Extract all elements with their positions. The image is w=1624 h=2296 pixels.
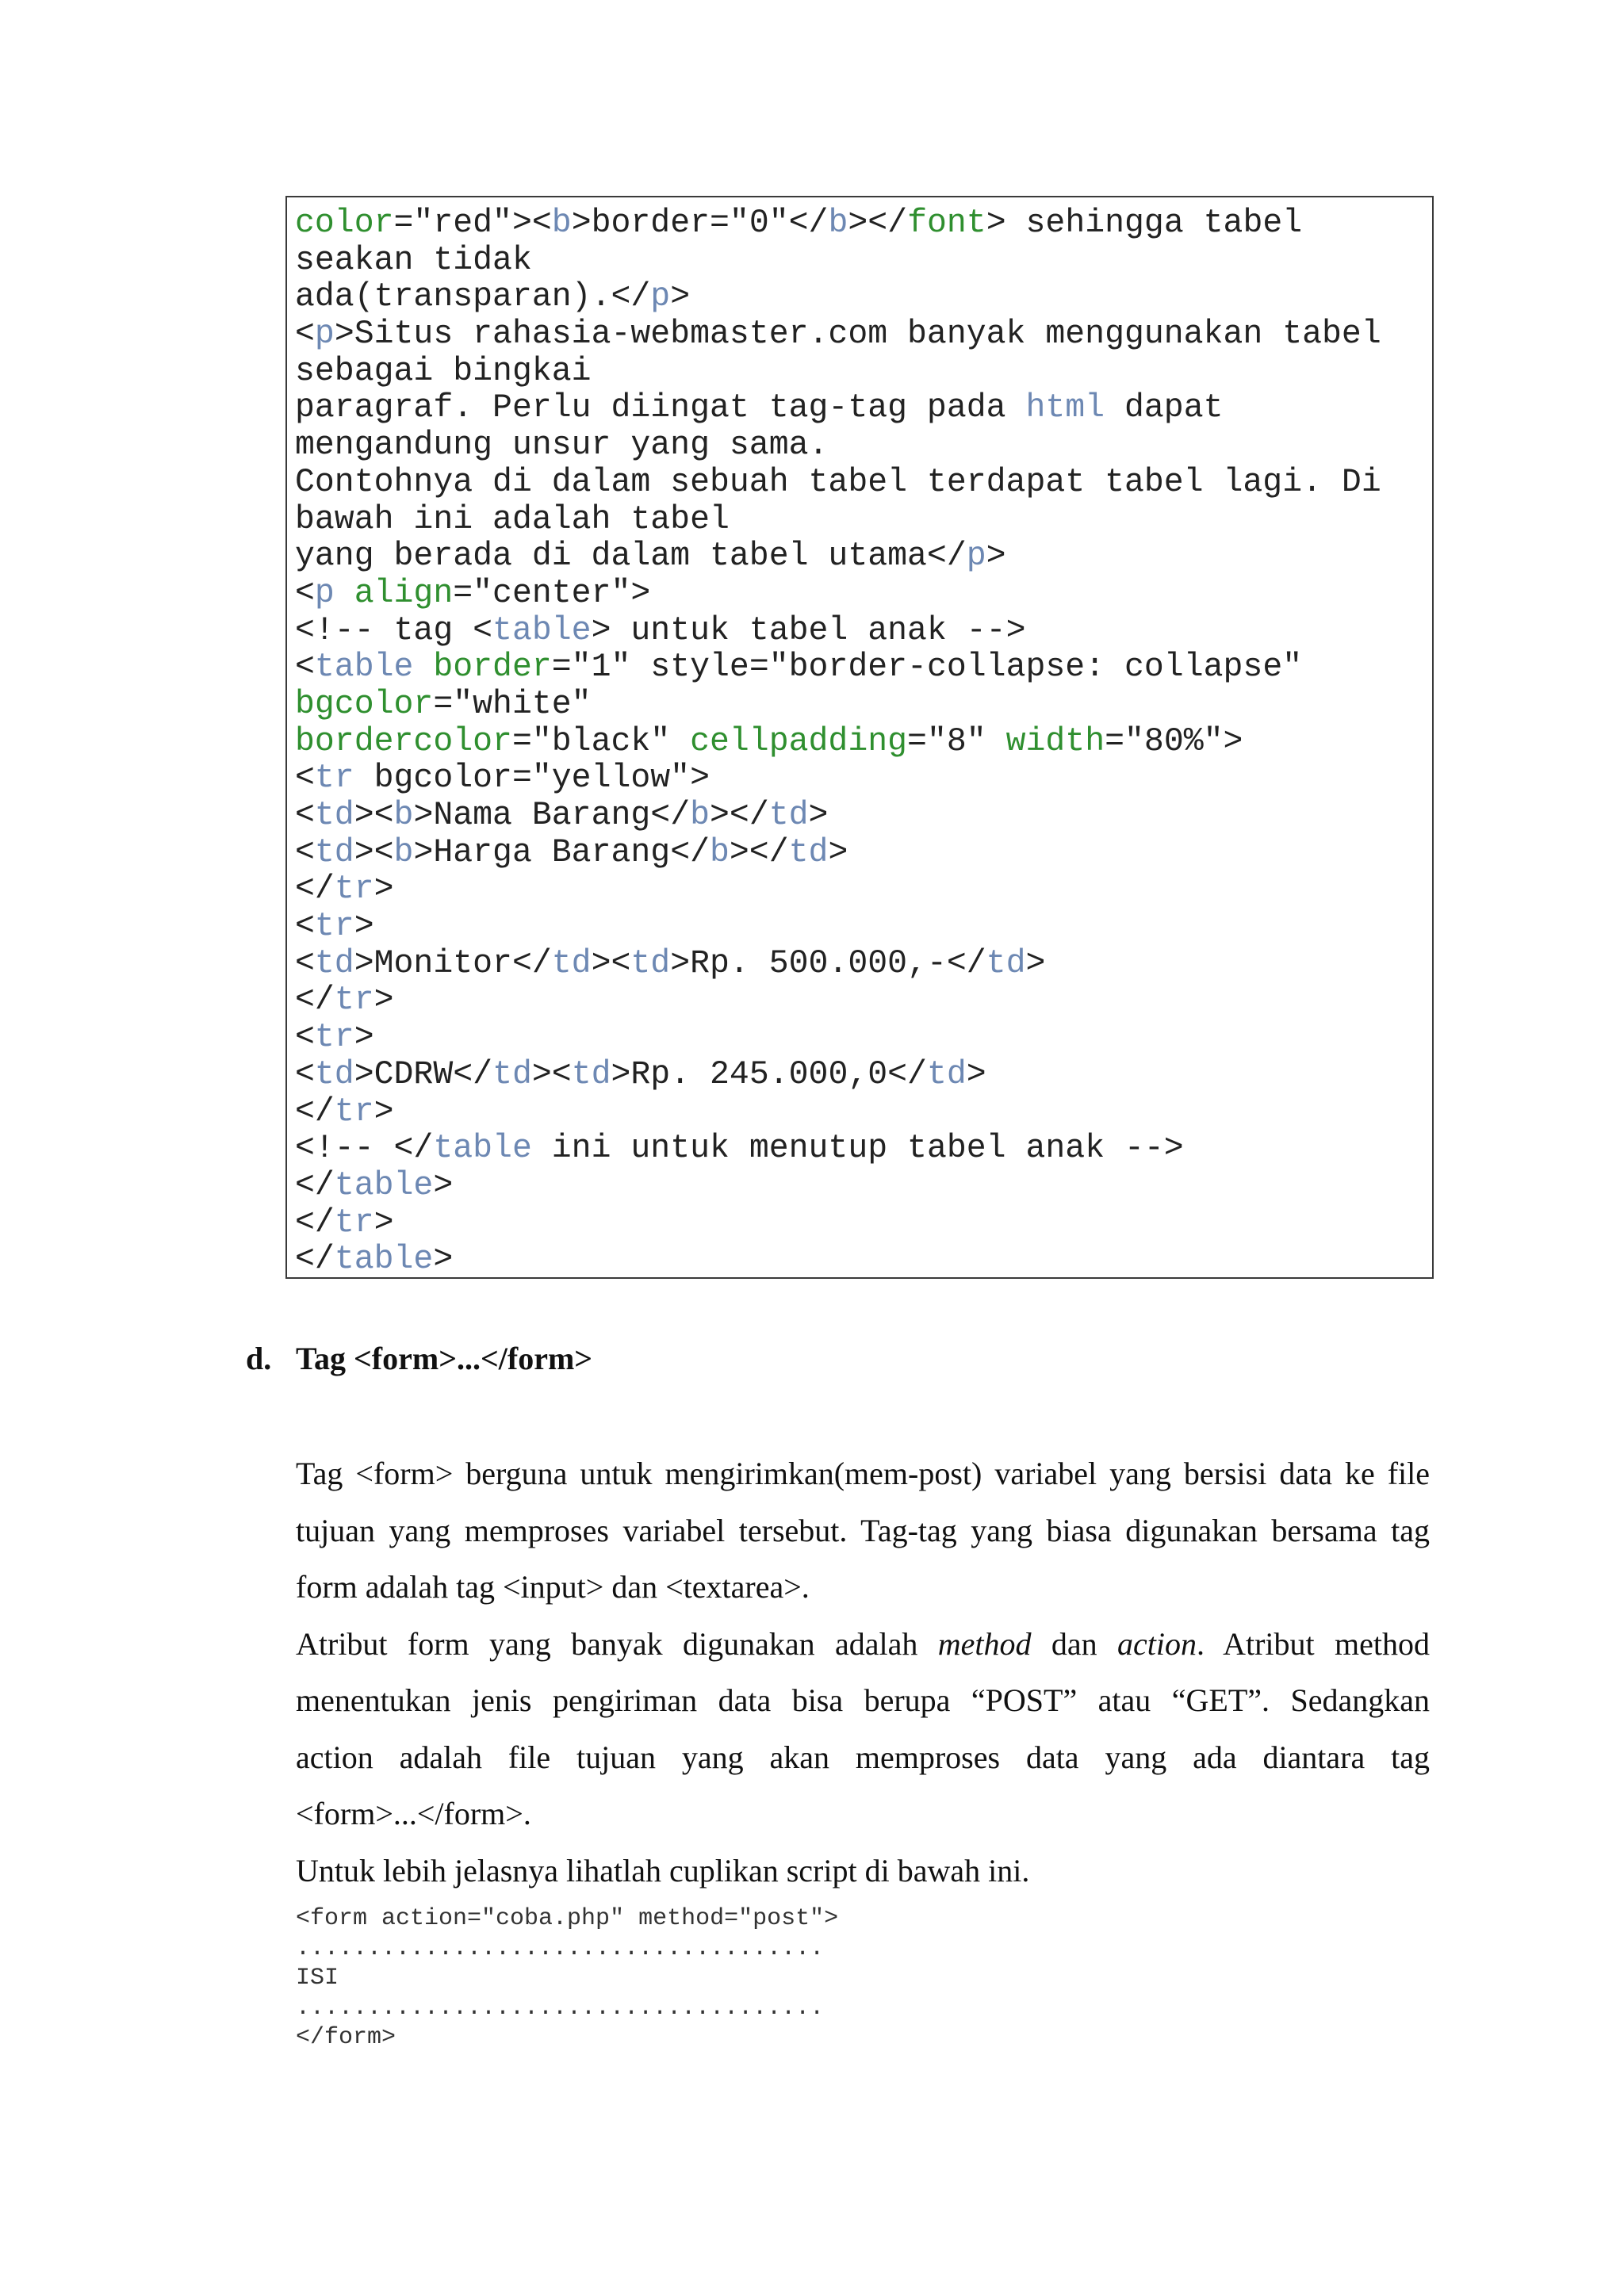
- code-text-token: > untuk tabel anak -->: [591, 611, 1026, 649]
- body-line: [296, 1729, 1430, 1786]
- code-line: [295, 982, 1432, 1020]
- code-text-token: >: [373, 1093, 394, 1131]
- code-tag-token: td: [571, 1055, 611, 1093]
- code-tag-token: td: [551, 944, 592, 982]
- code-line: [295, 1057, 1432, 1094]
- body-text-run: tujuan yang memproses variabel tersebut. Tag-tag yang biasa digunakan bersama tag: [296, 1512, 1430, 1548]
- code-text-token: </: [295, 1166, 335, 1204]
- code-line: [295, 649, 1432, 687]
- body-line: [296, 1672, 1430, 1729]
- code-text-token: sebagai bingkai: [295, 352, 592, 390]
- code-text-token: [335, 575, 354, 612]
- code-tag-token: table: [334, 1241, 434, 1279]
- code-line: [295, 538, 1432, 576]
- code-line: [295, 1168, 1432, 1205]
- code-text-token: >: [373, 982, 394, 1020]
- body-line: [296, 1785, 1430, 1843]
- code-line: [295, 835, 1432, 872]
- section-marker: d.: [246, 1341, 272, 1376]
- code-text-token: >Rp. 500.000,-</: [670, 944, 986, 982]
- code-text-token: ="center">: [453, 574, 651, 612]
- code-line: [295, 1131, 1432, 1168]
- code-text-token: </: [295, 1093, 335, 1131]
- code-tag-token: td: [986, 944, 1026, 982]
- body-text-run: form adalah tag <input> dan <textarea>.: [296, 1569, 810, 1605]
- code-attr-token: align: [354, 574, 454, 612]
- body-line: [296, 1559, 1430, 1616]
- code-line: [295, 390, 1432, 427]
- code-text-token: <: [295, 908, 315, 946]
- code-text-token: ="red">: [393, 205, 532, 242]
- code-text-token: > sehingga tabel: [986, 205, 1303, 242]
- code-text-token: <: [295, 574, 315, 612]
- code-attr-token: cellpadding: [690, 722, 908, 760]
- code-text-token: <: [295, 833, 315, 871]
- code-text-token: >: [373, 871, 394, 909]
- body-text-run: <form>...</form>.: [296, 1796, 531, 1831]
- code-tag-token: tr: [334, 1203, 374, 1242]
- code-line: [295, 687, 1432, 724]
- code-text-token: <: [531, 205, 552, 242]
- code-tag-token: td: [314, 944, 354, 982]
- code-line: [295, 909, 1432, 946]
- code-attr-token: width: [1005, 722, 1105, 760]
- code-text-token: >: [808, 797, 829, 834]
- code-tag-token: b: [690, 797, 710, 834]
- body-text-run: Untuk lebih jelasnya lihatlah cuplikan script di bawah ini.: [296, 1852, 1030, 1888]
- code-tag-token: td: [768, 797, 809, 834]
- code-text-token: ><: [354, 833, 394, 871]
- code-text-token: ><: [354, 797, 394, 834]
- code-tag-token: tr: [314, 908, 354, 946]
- code-text-token: ="black": [511, 722, 691, 760]
- code-line: [295, 724, 1432, 761]
- code-text-token: <: [295, 797, 315, 834]
- code-line: [295, 613, 1432, 650]
- snippet-line: ISI: [296, 1965, 339, 1992]
- snippet-line: <form action="coba.php" method="post">: [296, 1905, 839, 1932]
- code-text-token: >Monitor</: [354, 944, 552, 982]
- body-text-run: action adalah file tujuan yang akan memproses data yang ada diantara tag: [296, 1739, 1430, 1775]
- body-line: [296, 1502, 1430, 1559]
- code-text-token: <: [295, 316, 315, 354]
- code-text-token: </: [295, 982, 335, 1020]
- code-text-token: >: [986, 538, 1006, 576]
- italic-term: method: [937, 1625, 1032, 1662]
- code-text-token: <: [295, 649, 315, 687]
- body-line: [296, 1445, 1430, 1502]
- code-text-token: <: [295, 1055, 315, 1093]
- code-text-token: [413, 649, 433, 686]
- code-text-token: ="white": [433, 685, 592, 723]
- code-text-token: bawah ini adalah tabel: [295, 500, 730, 538]
- code-text-token: >: [433, 1241, 454, 1279]
- code-tag-token: b: [551, 205, 572, 242]
- code-text-token: <: [295, 1019, 315, 1057]
- code-text-token: </: [295, 871, 335, 909]
- body-text-run: menentukan jenis pengiriman data bisa berupa “POST” atau “GET”. Sedangkan: [296, 1682, 1430, 1718]
- code-line: [295, 465, 1432, 502]
- code-tag-token: p: [314, 574, 335, 612]
- code-tag-token: tr: [334, 871, 374, 909]
- code-text-token: yang berada di dalam tabel utama</: [295, 538, 967, 576]
- code-line: [295, 871, 1432, 909]
- code-attr-token: bgcolor: [295, 685, 434, 723]
- code-text-token: dapat: [1105, 389, 1224, 427]
- code-text-token: </: [295, 1203, 335, 1242]
- code-tag-token: tr: [314, 760, 354, 798]
- body-text-run: . Atribut method: [1196, 1625, 1430, 1662]
- code-tag-token: b: [393, 797, 414, 834]
- code-text-token: ></: [729, 833, 789, 871]
- code-tag-token: td: [788, 833, 829, 871]
- code-tag-token: td: [630, 944, 671, 982]
- code-text-token: ini untuk menutup tabel anak -->: [531, 1130, 1184, 1168]
- code-line: [295, 1242, 1432, 1279]
- body-text-run: Tag <form> berguna untuk mengirimkan(mem-post) variabel yang bersisi data ke file: [296, 1456, 1430, 1491]
- code-tag-token: tr: [314, 1019, 354, 1057]
- code-line: [295, 279, 1432, 316]
- code-line: [295, 946, 1432, 983]
- code-attr-token: color: [295, 205, 394, 242]
- code-line: [295, 316, 1432, 354]
- code-tag-token: b: [393, 833, 414, 871]
- code-text-token: >: [433, 1166, 454, 1204]
- italic-term: action: [1116, 1625, 1197, 1662]
- code-text-token: bgcolor="yellow">: [354, 760, 710, 798]
- code-text-token: >: [1025, 944, 1046, 982]
- code-tag-token: td: [314, 1055, 354, 1093]
- code-text-token: paragraf. Perlu diingat tag-tag pada: [295, 389, 1026, 427]
- snippet-line: </form>: [296, 2024, 396, 2051]
- code-line: [295, 502, 1432, 539]
- code-text-token: >border="0"</: [571, 205, 829, 242]
- code-attr-token: font: [907, 205, 986, 242]
- code-text-token: </: [295, 1241, 335, 1279]
- body-line: [296, 1616, 1430, 1673]
- code-text-token: >: [828, 833, 848, 871]
- code-text-token: >: [670, 278, 691, 316]
- code-tag-token: tr: [334, 982, 374, 1020]
- code-text-token: >CDRW</: [354, 1055, 493, 1093]
- code-text-token: ="8": [907, 722, 1006, 760]
- snippet-line: .....................................: [296, 1994, 825, 2022]
- code-text-token: >Nama Barang</: [413, 797, 691, 834]
- section-title: Tag <form>...</form>: [296, 1341, 593, 1376]
- code-text-token: <!-- </: [295, 1130, 434, 1168]
- code-text-token: ><: [531, 1055, 572, 1093]
- code-tag-token: td: [314, 833, 354, 871]
- body-text-run: dan: [1031, 1625, 1117, 1662]
- code-line: [295, 1020, 1432, 1057]
- body-line: [296, 1843, 1430, 1900]
- body-paragraph: [296, 1445, 1430, 1899]
- code-line: [295, 798, 1432, 835]
- code-text-token: <: [295, 760, 315, 798]
- code-line: [295, 1205, 1432, 1242]
- code-text-token: ="1" style="border-collapse: collapse": [551, 649, 1303, 687]
- code-text-token: >Harga Barang</: [413, 833, 710, 871]
- code-text-token: <!-- tag <: [295, 611, 493, 649]
- code-line: [295, 760, 1432, 798]
- body-text-run: Atribut form yang banyak digunakan adalah: [296, 1625, 938, 1662]
- code-text-token: ></: [710, 797, 769, 834]
- code-tag-token: table: [314, 649, 414, 687]
- code-tag-token: tr: [334, 1093, 374, 1131]
- code-text-token: >: [373, 1203, 394, 1242]
- code-text-token: ada(transparan).</: [295, 278, 651, 316]
- code-tag-token: p: [966, 538, 986, 576]
- code-text-token: >Situs rahasia-webmaster.com banyak menggunakan tabel: [334, 316, 1381, 354]
- code-text-token: ="80%">: [1105, 722, 1243, 760]
- code-text-token: ><: [591, 944, 631, 982]
- code-tag-token: td: [492, 1055, 532, 1093]
- code-text-token: >Rp. 245.000,0</: [611, 1055, 927, 1093]
- code-tag-token: p: [314, 316, 335, 354]
- section-heading: [246, 1340, 592, 1377]
- code-text-token: >: [354, 908, 374, 946]
- code-line: [295, 1094, 1432, 1131]
- code-text-token: seakan tidak: [295, 241, 532, 279]
- code-listing-box: [285, 196, 1434, 1279]
- code-tag-token: html: [1025, 389, 1105, 427]
- code-tag-token: b: [710, 833, 730, 871]
- code-line: [295, 205, 1432, 243]
- code-tag-token: p: [650, 278, 671, 316]
- code-text-token: Contohnya di dalam sebuah tabel terdapat tabel lagi. Di: [295, 463, 1381, 501]
- code-line: [295, 354, 1432, 391]
- code-tag-token: b: [828, 205, 848, 242]
- code-text-token: >: [354, 1019, 374, 1057]
- code-text-token: ></: [848, 205, 908, 242]
- code-line: [295, 427, 1432, 465]
- code-text-token: mengandung unsur yang sama.: [295, 427, 829, 465]
- code-tag-token: table: [334, 1166, 434, 1204]
- code-tag-token: td: [926, 1055, 967, 1093]
- code-attr-token: bordercolor: [295, 722, 512, 760]
- code-text-token: >: [966, 1055, 986, 1093]
- code-line: [295, 243, 1432, 280]
- code-attr-token: border: [433, 649, 552, 687]
- code-tag-token: table: [433, 1130, 532, 1168]
- code-snippet: [296, 1904, 838, 2053]
- code-tag-token: table: [492, 611, 592, 649]
- code-text-token: <: [295, 944, 315, 982]
- code-tag-token: td: [314, 797, 354, 834]
- snippet-line: .....................................: [296, 1934, 825, 1962]
- code-line: [295, 576, 1432, 613]
